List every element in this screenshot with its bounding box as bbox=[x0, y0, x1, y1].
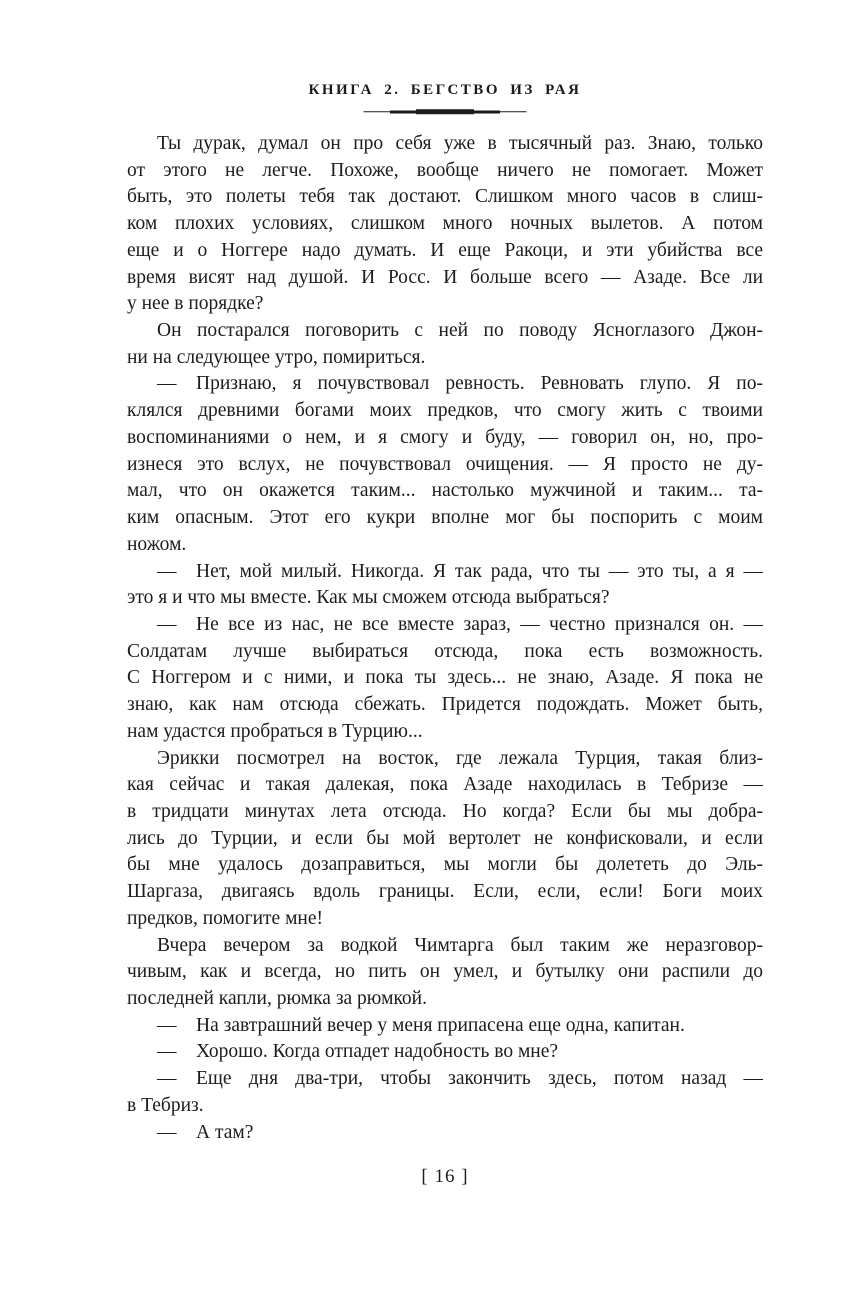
text-line: — Нет, мой милый. Никогда. Я так рада, что ты — это ты, а я — bbox=[157, 560, 763, 582]
text-line: ком плохих условиях, слишком много ночных вылетов. А потом bbox=[127, 213, 763, 235]
text-line: еще и о Ноггере надо думать. И еще Ракоци, и эти убийства все bbox=[127, 239, 763, 261]
text-line: предков, помогите мне! bbox=[127, 907, 324, 929]
chapter-title: КНИГА 2. БЕГСТВО ИЗ РАЯ bbox=[308, 82, 582, 98]
text-line: у нее в порядке? bbox=[127, 293, 264, 315]
text-line: Шаргаза, двигаясь вдоль границы. Если, если, если! Боги моих bbox=[127, 881, 763, 903]
text-line: от этого не легче. Похоже, вообще ничего не помогает. Может bbox=[127, 159, 763, 181]
text-line: в Тебриз. bbox=[127, 1094, 204, 1116]
text-line: в тридцати минутах лета отсюда. Но когда? Если бы мы добра- bbox=[127, 800, 763, 822]
text-line: ким опасным. Этот его кукри вполне мог бы поспорить с моим bbox=[127, 507, 763, 529]
text-line: — Признаю, я почувствовал ревность. Ревновать глупо. Я по- bbox=[157, 373, 763, 395]
text-line: быть, это полеты тебя так достают. Слишком много часов в слиш- bbox=[127, 186, 763, 208]
text-line: С Ноггером и с ними, и пока ты здесь... не знаю, Азаде. Я пока не bbox=[127, 667, 763, 689]
text-line: Ты дурак, думал он про себя уже в тысячный раз. Знаю, только bbox=[157, 133, 763, 154]
text-line: нам удастся пробраться в Турцию... bbox=[127, 720, 423, 742]
text-line: — А там? bbox=[157, 1121, 254, 1143]
text-line: — На завтрашний вечер у меня припасена еще одна, капитан. bbox=[157, 1014, 685, 1036]
text-line: кая сейчас и такая далекая, пока Азаде находилась в Тебризе — bbox=[127, 774, 763, 796]
divider-thick-rule bbox=[416, 109, 474, 115]
page-number: [ 16 ] bbox=[421, 1166, 469, 1187]
text-line: — Хорошо. Когда отпадет надобность во мне? bbox=[157, 1041, 559, 1063]
ornamental-divider bbox=[364, 108, 527, 115]
text-line: последней капли, рюмка за рюмкой. bbox=[127, 988, 427, 1009]
text-line: ножом. bbox=[127, 533, 187, 555]
text-line: изнеся это вслух, не почувствовал очищения. — Я просто не ду- bbox=[127, 453, 763, 475]
text-line: время висят над душой. И Росс. И больше всего — Азаде. Все ли bbox=[127, 266, 763, 288]
text-line: Солдатам лучше выбираться отсюда, пока есть возможность. bbox=[127, 640, 763, 662]
chapter-header bbox=[127, 82, 763, 115]
text-line: Эрикки посмотрел на восток, где лежала Турция, такая близ- bbox=[157, 747, 763, 769]
text-line: мал, что он окажется таким... настолько мужчиной и таким... та- bbox=[127, 480, 763, 502]
text-line: Вчера вечером за водкой Чимтарга был таким же неразговор- bbox=[157, 934, 763, 956]
text-line: клялся древними богами моих предков, что смогу жить с твоими bbox=[127, 400, 763, 422]
text-line: — Еще дня два-три, чтобы закончить здесь, потом назад — bbox=[157, 1068, 763, 1090]
text-line: ни на следующее утро, помириться. bbox=[127, 346, 426, 368]
text-line: чивым, как и всегда, но пить он умел, и бутылку они распили до bbox=[127, 961, 763, 983]
text-line: знаю, как нам отсюда сбежать. Придется подождать. Может быть, bbox=[127, 694, 763, 716]
text-line: воспоминаниями о нем, и я смогу и буду, — говорил он, но, про- bbox=[127, 426, 763, 448]
text-line: это я и что мы вместе. Как мы сможем отсюда выбраться? bbox=[127, 587, 610, 609]
text-line: — Не все из нас, не все вместе зараз, — честно признался он. — bbox=[157, 613, 763, 635]
text-line: Он постарался поговорить с ней по поводу Ясноглазого Джон- bbox=[157, 320, 763, 342]
text-line: лись до Турции, и если бы мой вертолет не конфисковали, и если bbox=[127, 827, 763, 849]
page-text bbox=[127, 131, 763, 1146]
text-line: бы мне удалось дозаправиться, мы могли бы долететь до Эль- bbox=[127, 854, 763, 876]
